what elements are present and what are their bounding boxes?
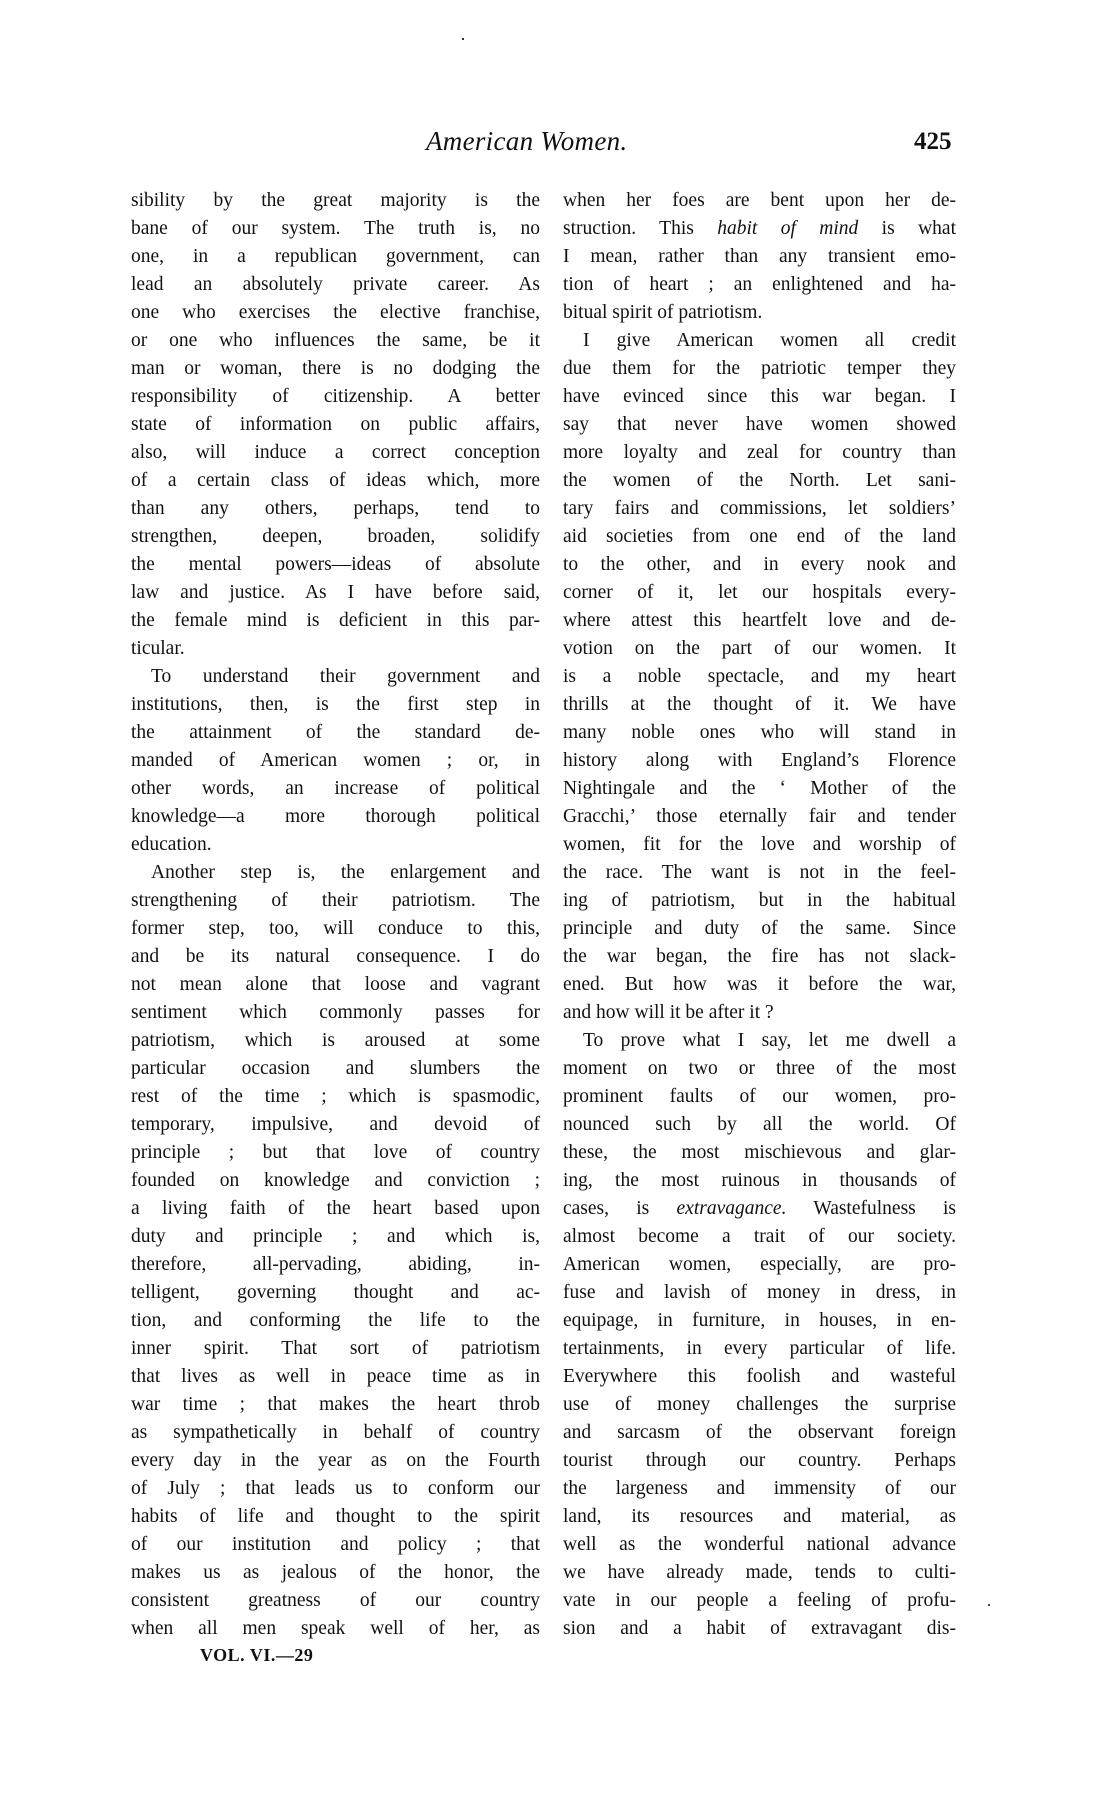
- running-head: [0, 126, 1120, 160]
- signature-mark: VOL. VI.—29: [200, 1645, 314, 1665]
- text-line: state of information on public affairs,: [131, 414, 540, 435]
- text-line: duty and principle ; and which is,: [131, 1226, 540, 1247]
- running-title: American Women.: [426, 126, 628, 156]
- text-line: equipage, in furniture, in houses, in en-: [563, 1310, 956, 1331]
- text-line: temporary, impulsive, and devoid of: [131, 1114, 540, 1135]
- scan-speck: [462, 38, 464, 40]
- text-line: ing, the most ruinous in thousands of: [563, 1170, 956, 1191]
- text-run: Wastefulness is: [786, 1198, 957, 1219]
- text-run: struction. This: [563, 218, 718, 239]
- text-line: many noble ones who will stand in: [563, 722, 956, 743]
- text-line: law and justice. As I have before said,: [131, 582, 540, 603]
- text-line: [563, 218, 956, 246]
- text-line: responsibility of citizenship. A better: [131, 386, 540, 407]
- text-line: is a noble spectacle, and my heart: [563, 666, 956, 687]
- text-line: sentiment which commonly passes for: [131, 1002, 540, 1023]
- text-line: sion and a habit of extravagant dis-: [563, 1618, 956, 1639]
- text-line: and sarcasm of the observant foreign: [563, 1422, 956, 1443]
- text-line: prominent faults of our women, pro-: [563, 1086, 956, 1107]
- text-line: the women of the North. Let sani-: [563, 470, 956, 491]
- text-line: every day in the year as on the Fourth: [131, 1450, 540, 1471]
- text-line: I mean, rather than any transient emo-: [563, 246, 956, 267]
- text-line: bitual spirit of patriotism.: [563, 302, 763, 323]
- text-line: therefore, all-pervading, abiding, in-: [131, 1254, 540, 1275]
- text-line: inner spirit. That sort of patriotism: [131, 1338, 540, 1359]
- text-line: the race. The want is not in the feel-: [563, 862, 956, 883]
- text-line: strengthen, deepen, broaden, solidify: [131, 526, 540, 547]
- text-line: votion on the part of our women. It: [563, 638, 956, 659]
- text-line: history along with England’s Florence: [563, 750, 956, 771]
- text-line: knowledge—a more thorough political: [131, 806, 540, 827]
- text-line: due them for the patriotic temper they: [563, 358, 956, 379]
- text-line: other words, an increase of political: [131, 778, 540, 799]
- text-line: habits of life and thought to the spirit: [131, 1506, 540, 1527]
- text-line: thrills at the thought of it. We have: [563, 694, 956, 715]
- scan-speck: [988, 1604, 990, 1606]
- text-line: sibility by the great majority is the: [131, 190, 540, 211]
- text-line: use of money challenges the surprise: [563, 1394, 956, 1415]
- text-line: when her foes are bent upon her de-: [563, 190, 956, 211]
- text-line: than any others, perhaps, tend to: [131, 498, 540, 519]
- text-line: almost become a trait of our society.: [563, 1226, 956, 1247]
- left-column: [131, 190, 540, 1646]
- text-line: have evinced since this war began. I: [563, 386, 956, 407]
- text-line: the war began, the fire has not slack-: [563, 946, 956, 967]
- text-line: nounced such by all the world. Of: [563, 1114, 956, 1135]
- text-line: war time ; that makes the heart throb: [131, 1394, 540, 1415]
- text-line: and be its natural consequence. I do: [131, 946, 540, 967]
- text-line: education.: [131, 834, 212, 855]
- text-line: these, the most mischievous and glar-: [563, 1142, 956, 1163]
- text-line: [563, 1198, 956, 1226]
- text-line: the largeness and immensity of our: [563, 1478, 956, 1499]
- text-line: more loyalty and zeal for country than: [563, 442, 956, 463]
- text-line: bane of our system. The truth is, no: [131, 218, 540, 239]
- text-line: principle ; but that love of country: [131, 1142, 540, 1163]
- text-line: institutions, then, is the first step in: [131, 694, 540, 715]
- text-line: one who exercises the elective franchise,: [131, 302, 540, 323]
- text-line: strengthening of their patriotism. The: [131, 890, 540, 911]
- text-line: makes us as jealous of the honor, the: [131, 1562, 540, 1583]
- page-number: 425: [914, 128, 952, 155]
- text-line: Gracchi,’ those eternally fair and tender: [563, 806, 956, 827]
- text-line: women, fit for the love and worship of: [563, 834, 956, 855]
- text-line: or one who influences the same, be it: [131, 330, 540, 351]
- text-line: not mean alone that loose and vagrant: [131, 974, 540, 995]
- text-line: moment on two or three of the most: [563, 1058, 956, 1079]
- text-line: Another step is, the enlargement and: [151, 862, 540, 883]
- text-line: To understand their government and: [151, 666, 540, 687]
- right-column: [563, 190, 956, 1646]
- text-line: To prove what I say, let me dwell a: [583, 1030, 956, 1051]
- text-line: of a certain class of ideas which, more: [131, 470, 540, 491]
- text-line: where attest this heartfelt love and de-: [563, 610, 956, 631]
- text-line: former step, too, will conduce to this,: [131, 918, 540, 939]
- text-line: manded of American women ; or, in: [131, 750, 540, 771]
- text-line: telligent, governing thought and ac-: [131, 1282, 540, 1303]
- text-line: the attainment of the standard de-: [131, 722, 540, 743]
- text-line: also, will induce a correct conception: [131, 442, 540, 463]
- text-line: to the other, and in every nook and: [563, 554, 956, 575]
- text-line: say that never have women showed: [563, 414, 956, 435]
- text-line: vate in our people a feeling of profu-: [563, 1590, 956, 1611]
- text-line: well as the wonderful national advance: [563, 1534, 956, 1555]
- emphasis-text: habit of mind: [717, 218, 859, 239]
- text-line: Nightingale and the ‘ Mother of the: [563, 778, 956, 799]
- text-line: one, in a republican government, can: [131, 246, 540, 267]
- text-line: particular occasion and slumbers the: [131, 1058, 540, 1079]
- text-line: as sympathetically in behalf of country: [131, 1422, 540, 1443]
- text-line: of our institution and policy ; that: [131, 1534, 540, 1555]
- text-line: man or woman, there is no dodging the: [131, 358, 540, 379]
- text-line: tion, and conforming the life to the: [131, 1310, 540, 1331]
- text-run: is what: [858, 218, 956, 239]
- text-line: American women, especially, are pro-: [563, 1254, 956, 1275]
- text-line: a living faith of the heart based upon: [131, 1198, 540, 1219]
- text-run: cases, is: [563, 1198, 677, 1219]
- text-line: tary fairs and commissions, let soldiers’: [563, 498, 956, 519]
- text-line: lead an absolutely private career. As: [131, 274, 540, 295]
- text-line: ened. But how was it before the war,: [563, 974, 956, 995]
- text-line: of July ; that leads us to conform our: [131, 1478, 540, 1499]
- text-line: principle and duty of the same. Since: [563, 918, 956, 939]
- text-line: corner of it, let our hospitals every-: [563, 582, 956, 603]
- text-line: rest of the time ; which is spasmodic,: [131, 1086, 540, 1107]
- text-line: aid societies from one end of the land: [563, 526, 956, 547]
- text-line: when all men speak well of her, as: [131, 1618, 540, 1639]
- text-line: patriotism, which is aroused at some: [131, 1030, 540, 1051]
- text-line: the mental powers—ideas of absolute: [131, 554, 540, 575]
- text-line: consistent greatness of our country: [131, 1590, 540, 1611]
- text-line: the female mind is deficient in this par-: [131, 610, 540, 631]
- text-line: that lives as well in peace time as in: [131, 1366, 540, 1387]
- text-line: we have already made, tends to culti-: [563, 1562, 956, 1583]
- text-line: tertainments, in every particular of life.: [563, 1338, 956, 1359]
- text-line: ing of patriotism, but in the habitual: [563, 890, 956, 911]
- text-line: I give American women all credit: [583, 330, 956, 351]
- emphasis-text: extravagance.: [676, 1198, 787, 1219]
- text-line: ticular.: [131, 638, 185, 659]
- text-line: fuse and lavish of money in dress, in: [563, 1282, 956, 1303]
- text-line: and how will it be after it ?: [563, 1002, 774, 1023]
- text-line: Everywhere this foolish and wasteful: [563, 1366, 956, 1387]
- text-line: tion of heart ; an enlightened and ha-: [563, 274, 956, 295]
- text-line: founded on knowledge and conviction ;: [131, 1170, 540, 1191]
- text-line: tourist through our country. Perhaps: [563, 1450, 956, 1471]
- text-line: land, its resources and material, as: [563, 1506, 956, 1527]
